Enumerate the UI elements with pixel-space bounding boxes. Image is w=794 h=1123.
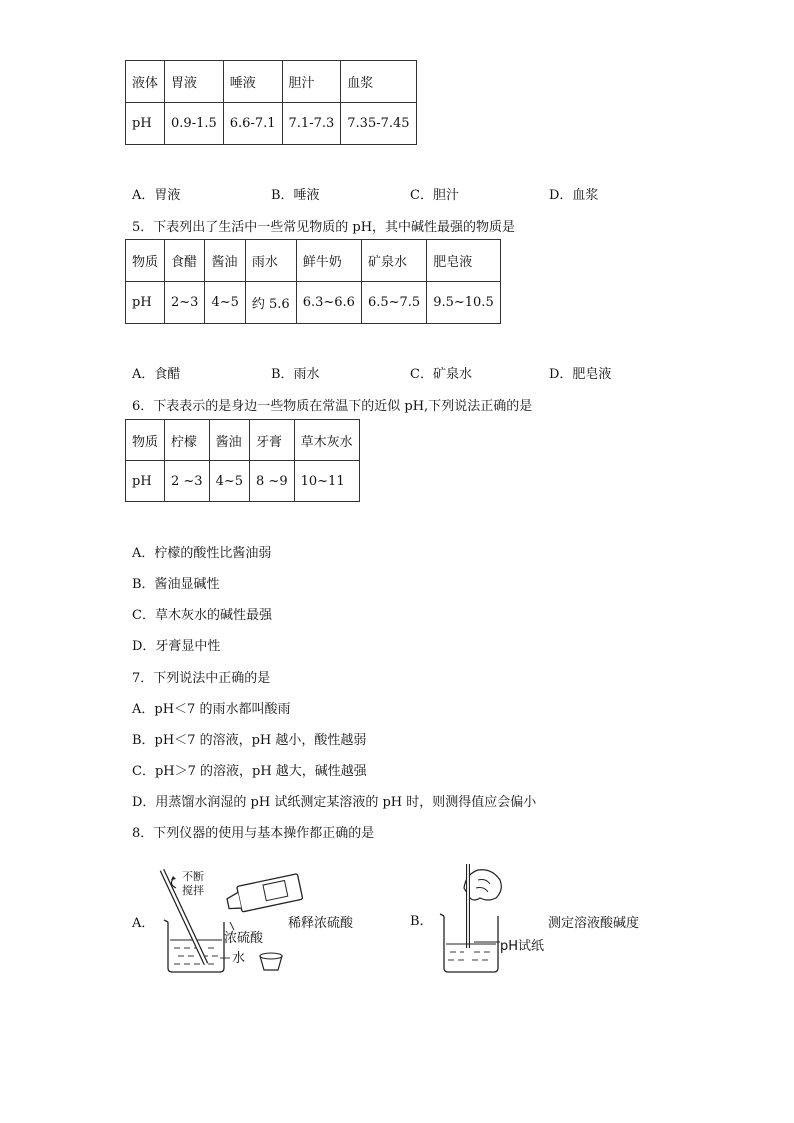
table-cell: 胃液 [165,61,224,103]
table-cell: 6.6-7.1 [223,103,282,145]
table-cell: 约 5.6 [245,282,296,324]
table-cell: 柠檬 [165,420,210,461]
table-cell: 2~3 [165,282,205,324]
table-cell: 物质 [126,240,165,282]
option-b-caption: 测定溶液酸碱度 [548,916,640,931]
option-a[interactable]: A．柠檬的酸性比酱油弱 [132,546,272,561]
option-c[interactable]: C．胆汁 [410,188,459,203]
table-cell: 8 ~9 [250,461,295,502]
ph-paper-label: pH试纸 [500,939,545,954]
table-cell: 7.1-7.3 [282,103,341,145]
option-a-caption: 稀释浓硫酸 [288,916,354,931]
option-d[interactable]: D．用蒸馏水润湿的 pH 试纸测定某溶液的 pH 时，则测得值应会偏小 [132,795,537,810]
stir-label-2: 搅拌 [182,884,204,897]
option-b[interactable]: B．唾液 [271,188,320,203]
option-a[interactable]: A．食醋 [132,367,181,382]
table-cell: 7.35-7.45 [341,103,416,145]
table-cell: 6.5~7.5 [361,282,426,324]
question-5-stem: 5．下表列出了生活中一些常见物质的 pH，其中碱性最强的物质是 [132,220,516,235]
table-cell: 肥皂液 [427,240,501,282]
table-cell: 草木灰水 [294,420,359,461]
table-cell: 物质 [126,420,165,461]
table-cell: 鲜牛奶 [296,240,361,282]
table-cell: 矿泉水 [361,240,426,282]
question-8-stem: 8．下列仪器的使用与基本操作都正确的是 [132,826,375,841]
option-b-letter[interactable]: B． [410,914,433,929]
option-d[interactable]: D．血浆 [549,188,599,203]
question-7-stem: 7．下列说法中正确的是 [132,671,271,686]
table-cell: 0.9-1.5 [165,103,224,145]
table-cell: 酱油 [209,420,249,461]
table-cell: 食醋 [165,240,205,282]
ph-table-liquids [125,60,417,145]
table-cell: 4~5 [205,282,245,324]
option-a[interactable]: A．胃液 [132,188,181,203]
ph-table-everyday-substances [125,419,360,502]
option-c[interactable]: C．pH＞7 的溶液，pH 越大，碱性越强 [132,764,367,779]
table-cell: 雨水 [245,240,296,282]
table-cell: 10~11 [294,461,359,502]
table-cell: pH [126,103,165,145]
acid-label: 浓硫酸 [224,931,264,946]
table-cell: 2 ~3 [165,461,210,502]
table-cell: pH [126,282,165,324]
option-c[interactable]: C．草木灰水的碱性最强 [132,608,272,623]
option-b[interactable]: B．酱油显碱性 [132,577,220,592]
option-c[interactable]: C．矿泉水 [410,367,472,382]
table-cell: 9.5~10.5 [427,282,501,324]
water-label: 水 [232,951,246,966]
option-b[interactable]: B．雨水 [271,367,320,382]
table-cell: 液体 [126,61,165,103]
option-a[interactable]: A．pH＜7 的雨水都叫酸雨 [132,702,291,717]
table-cell: 牙膏 [250,420,295,461]
option-d[interactable]: D．肥皂液 [549,367,612,382]
table-cell: 酱油 [205,240,245,282]
table-cell: 胆汁 [282,61,341,103]
option-d[interactable]: D．牙膏显中性 [132,639,221,654]
stir-label-1: 不断 [182,870,204,883]
table-cell: pH [126,461,165,502]
ph-table-common-substances [125,239,501,324]
option-b[interactable]: B．pH＜7 的溶液，pH 越小，酸性越弱 [132,733,367,748]
table-cell: 唾液 [223,61,282,103]
table-cell: 4~5 [209,461,249,502]
question-6-stem: 6．下表表示的是身边一些物质在常温下的近似 pH,下列说法正确的是 [132,399,533,414]
table-cell: 6.3~6.6 [296,282,361,324]
option-a-letter[interactable]: A． [132,916,155,931]
table-cell: 血浆 [341,61,416,103]
